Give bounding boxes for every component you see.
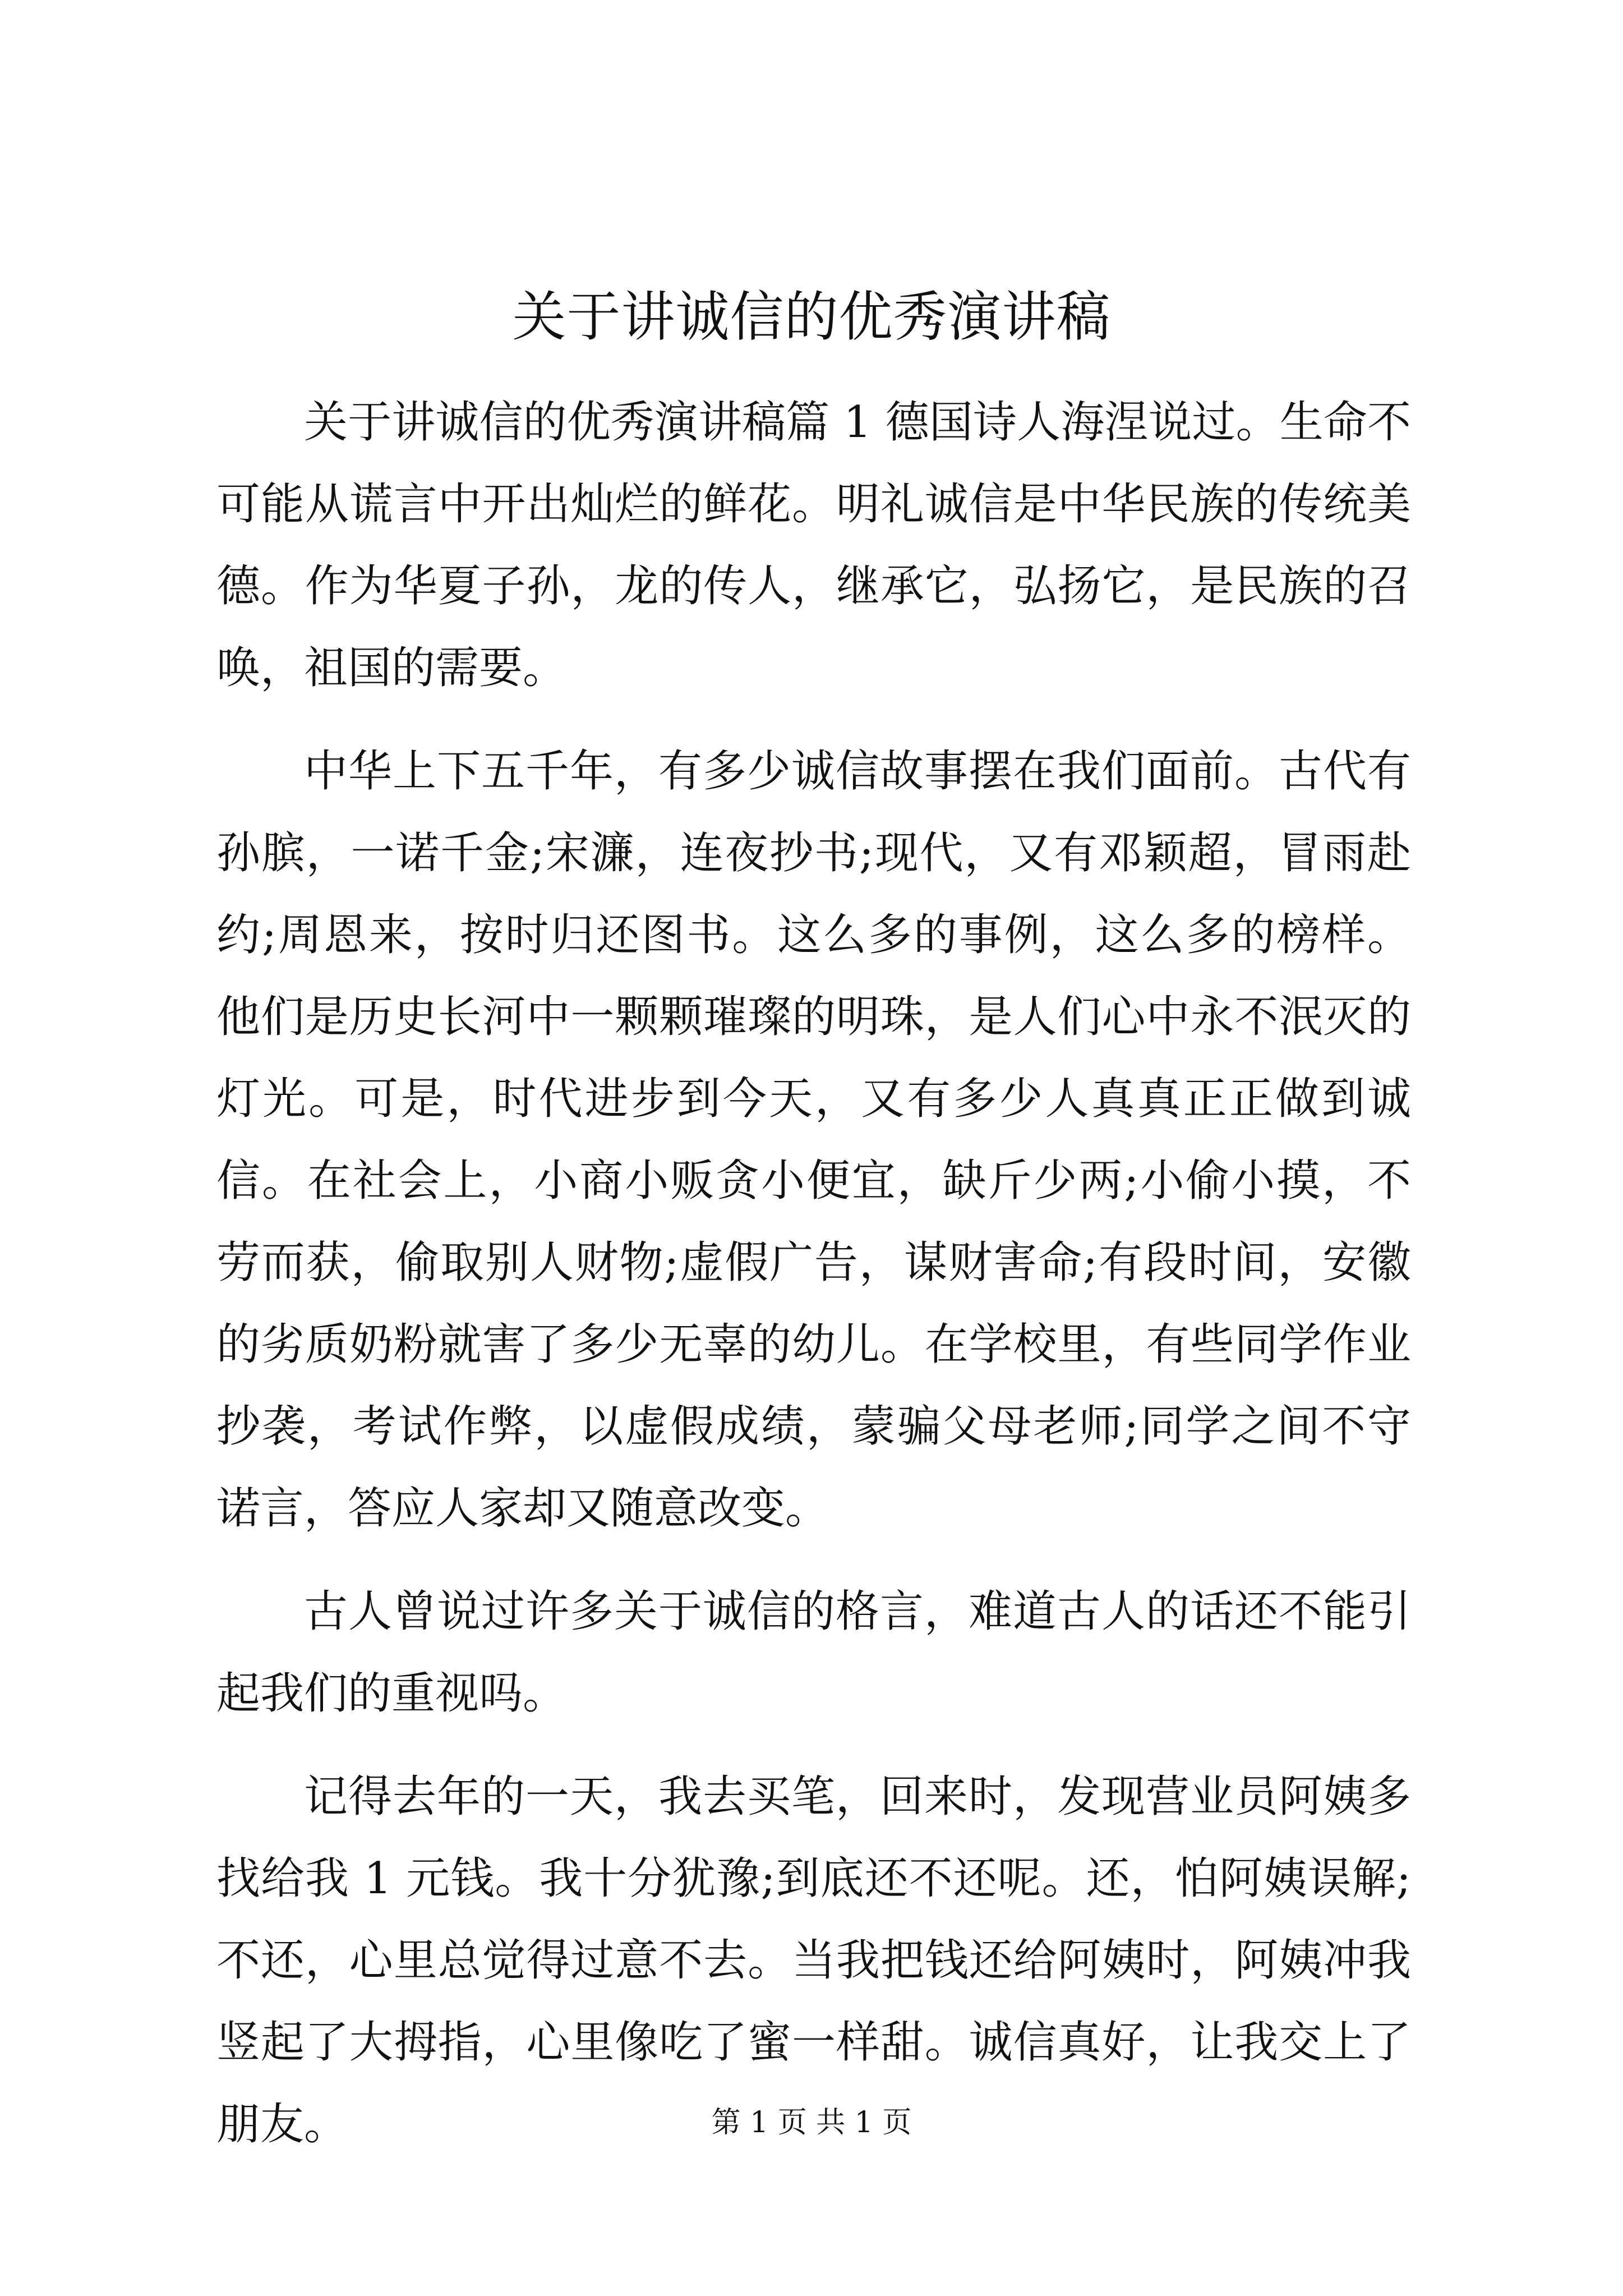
paragraph-4: 记得去年的一天，我去买笔，回来时，发现营业员阿姨多找给我 1 元钱。我十分犹豫;到底还不还呢。还，怕阿姨误解;不还，心里总觉得过意不去。当我把钱还给阿姨时，阿姨冲我竖起了大拇指，心里像吃了蜜一样甜。诚信真好，让我交上了朋友。 xyxy=(216,1772,1411,2150)
document-body xyxy=(216,381,1411,2187)
document-title: 关于讲诚信的优秀演讲稿 xyxy=(512,286,1111,348)
paragraph-3: 古人曾说过许多关于诚信的格言，难道古人的话还不能引起我们的重视吗。 xyxy=(216,1586,1411,1719)
page-footer: 第 1 页 共 1 页 xyxy=(711,2106,912,2139)
paragraph-2: 中华上下五千年，有多少诚信故事摆在我们面前。古代有孙膑，一诺千金;宋濂，连夜抄书;现代，又有邓颖超，冒雨赴约;周恩来，按时归还图书。这么多的事例，这么多的榜样。他们是历史长河中一颗颗璀璨的明珠，是人们心中永不泯灭的灯光。可是，时代进步到今天，又有多少人真真正正做到诚信。在社会上，小商小贩贪小便宜，缺斤少两;小偷小摸，不劳而获，偷取别人财物;虚假广告，谋财害命;有段时间，安徽的劣质奶粉就害了多少无辜的幼儿。在学校里，有些同学作业抄袭，考试作弊，以虚假成绩，蒙骗父母老师;同学之间不守诺言，答应人家却又随意改变。 xyxy=(216,746,1411,1534)
paragraph-1: 关于讲诚信的优秀演讲稿篇 1 德国诗人海涅说过。生命不可能从谎言中开出灿烂的鲜花。明礼诚信是中华民族的传统美德。作为华夏子孙，龙的传人，继承它，弘扬它，是民族的召唤，祖国的需要。 xyxy=(216,397,1411,693)
